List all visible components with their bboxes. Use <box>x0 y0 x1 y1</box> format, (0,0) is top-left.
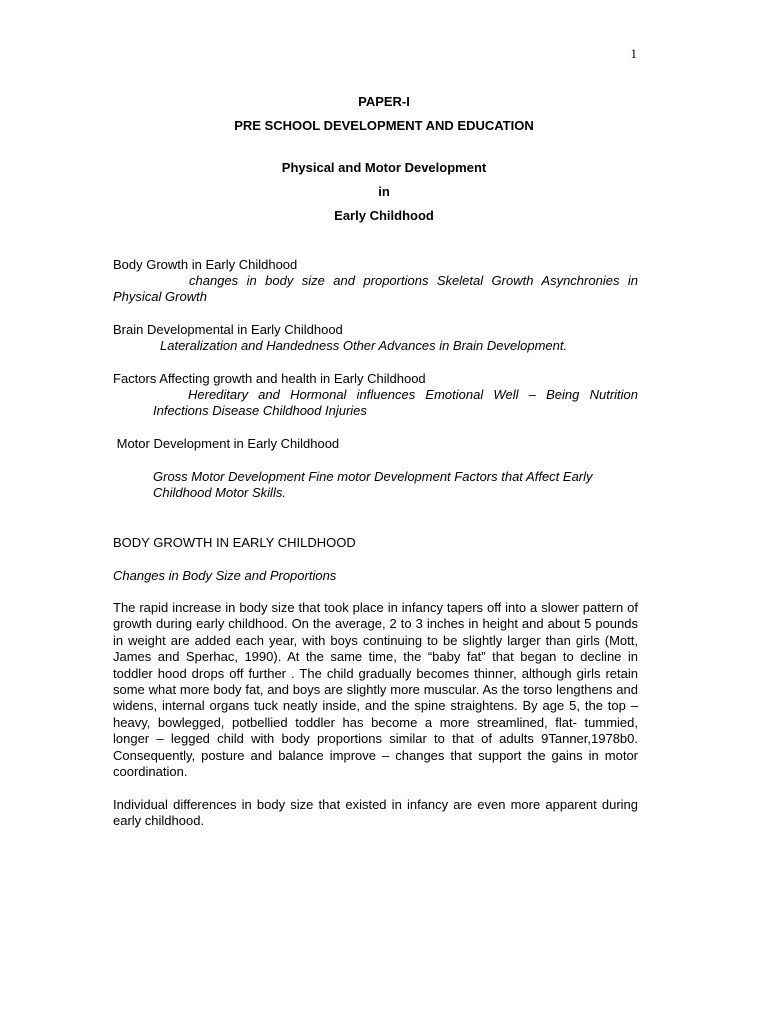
section-heading: BODY GROWTH IN EARLY CHILDHOOD <box>113 535 356 550</box>
document-title-line-2: in <box>378 184 390 199</box>
outline-heading-body-growth: Body Growth in Early Childhood <box>113 257 298 272</box>
paper-label: PAPER-I <box>358 94 410 109</box>
course-title: PRE SCHOOL DEVELOPMENT AND EDUCATION <box>234 118 534 133</box>
outline-subtopics-factors: Hereditary and Hormonal influences Emotional Well – Being Nutrition Infections Disease Childhood Injuries <box>153 387 638 419</box>
outline-heading-factors: Factors Affecting growth and health in Early Childhood <box>113 371 426 386</box>
section-subheading: Changes in Body Size and Proportions <box>113 568 337 583</box>
outline-heading-motor: Motor Development in Early Childhood <box>113 436 340 451</box>
page-number: 1 <box>630 46 637 61</box>
outline-subtopics-body-growth: changes in body size and proportions Skeletal Growth Asynchronies in Physical Growth <box>113 273 638 305</box>
outline-subtopics-motor: Gross Motor Development Fine motor Development Factors that Affect Early Childhood Motor Skills. <box>153 469 593 501</box>
outline-subtopics-brain: Lateralization and Handedness Other Advances in Brain Development. <box>160 338 568 353</box>
body-paragraph-2: Individual differences in body size that existed in infancy are even more apparent during early childhood. <box>113 797 638 829</box>
body-paragraph-1: The rapid increase in body size that took place in infancy tapers off into a slower pattern of growth during early childhood. On the average, 2 to 3 inches in height and about 5 pounds in weight are added each year, with boys continuing to be slightly larger than girls (Mott, James and Sperhac, 1990). At the same time, the “baby fat” that began to decline in toddler hood drops off further . The child gradually becomes thinner, although girls retain some what more body fat, and boys are slightly more muscular. As the torso lengthens and widens, internal organs tuck neatly inside, and the spine straightens. By age 5, the top –heavy, bowlegged, potbellied toddler has become a more streamlined, flat- tummied, longer – legged child with body proportions similar to that of adults 9Tanner,1978b0. Consequently, posture and balance improve – changes that support the gains in motor coordination. <box>113 600 638 780</box>
outline-heading-brain: Brain Developmental in Early Childhood <box>113 322 343 337</box>
document-title-line-1: Physical and Motor Development <box>281 160 487 175</box>
document-title-line-3: Early Childhood <box>334 208 434 223</box>
